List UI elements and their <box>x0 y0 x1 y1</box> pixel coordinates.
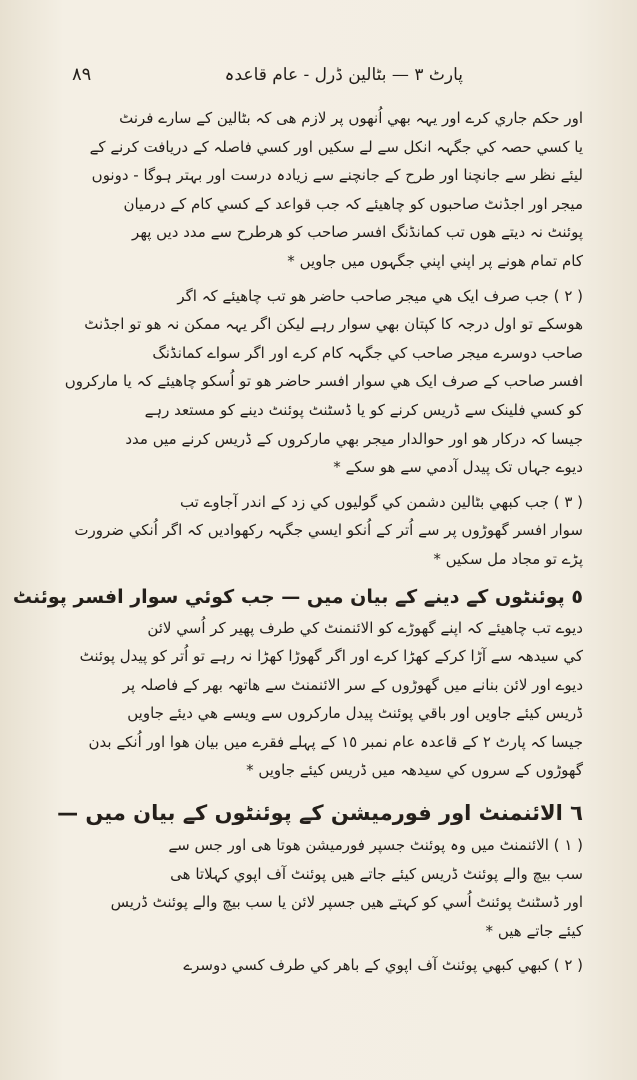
text-line: ( ٢ ) جب صرف ایک ھي میجر صاحب حاضر ھو تب چاھیئے کہ اگر <box>177 286 583 305</box>
text-line: سوار افسر گھوڑوں پر سے اُتر کے اُنکو ایسي جگہہ رکھوادیں کہ اگر اُنکي ضرورت <box>74 521 583 540</box>
text-line: ( ٣ ) جب کبھي بٹالین دشمن کي گولیوں کي زد کے اندر آجاوے تب <box>179 492 583 511</box>
section-heading-alignment: ٦ الائنمنٹ اور فورمیشن کے پوئنٹوں کے بیان میں — <box>57 801 583 826</box>
text-line: دیوے جہاں تک پیدل آدمي سے ھو سکے * <box>333 458 583 477</box>
text-line: اور حکم جاري کرے اور یہہ بھي اُنھوں پر لازم ھی کہ بٹالین کے سارے فرنٹ <box>119 109 583 127</box>
page-body <box>12 104 583 980</box>
text-line: جیسا کہ پارٹ ٢ کے قاعدہ عام نمبر ١٥ کے پہلے فقرے میں بیان ھوا اور اُنکے بدن <box>88 732 583 751</box>
section-heading-points: ٥ پوئنٹوں کے دینے کے بیان میں — جب کوئي سوار افسر پوئنٹ <box>12 585 583 608</box>
text-line: لیئے نظر سے جانچنا اور طرح کے جانچنے سے زیادہ درست اور بہتر ہوگا - دونوں <box>91 166 583 185</box>
text-line: پڑے تو مجاد مل سکیں * <box>433 549 583 568</box>
text-line: دیوے اور لائن بنانے میں گھوڑوں کے سر الائنمنٹ سے ھاتھہ بھر کے فاصلہ پر <box>122 675 583 694</box>
text-line: ( ١ ) الائنمنٹ میں وہ پوئنٹ جسپر فورمیشن ھوتا ھی اور جس سے <box>168 836 583 855</box>
text-line: کام تمام ھونے پر اپني اپني جگہوں میں جاویں * <box>287 251 583 270</box>
text-line: کو کسي فلینک سے ڈریس کرنے کو یا ڈسٹنٹ پوئنٹ دینے کو مستعد رہے <box>144 400 583 419</box>
page-header-title: پارٹ ٣ — بٹالین ڈرل - عام قاعدہ <box>224 65 463 85</box>
text-line: جیسا کہ درکار ھو اور حوالدار میجر بھي مارکروں کے ڈریس کرنے میں مدد <box>125 429 583 448</box>
page-number: ٨٩ <box>72 64 92 85</box>
text-line: میجر اور اجڈنٹ صاحبوں کو چاھیئے کہ جب قواعد کے کسي کام کے درمیان <box>123 194 583 213</box>
text-line: ڈریس کیئے جاویں اور باقي پوئنٹ پیدل مارکروں سے ویسے ھي دیئے جاویں <box>127 704 583 723</box>
text-line: گھوڑوں کے سروں کي سیدھہ میں ڈریس کیئے جاویں * <box>246 761 583 780</box>
text-line: سب بیچ والے پوئنٹ ڈریس کیئے جاتے ھیں پوئنٹ آف اپوي کہلاتا ھی <box>170 864 583 883</box>
text-line: پوئنٹ نہ دیتے ھوں تب کمانڈنگ افسر صاحب کو ھرطرح سے مدد دیں پھر <box>132 223 583 242</box>
text-line: افسر صاحب کے صرف ایک ھي سوار افسر حاضر ھو تو اُسکو چاھیئے کہ یا مارکروں <box>64 372 583 391</box>
text-line: کیئے جاتے ھیں * <box>485 921 583 940</box>
running-head <box>62 62 583 88</box>
text-line: یا کسي حصہ کي جگہہ انکل سے لے سکیں اور کسي فاصلہ کے دریافت کرنے کے <box>89 137 583 156</box>
text-line: دیوے تب چاھیئے کہ اپنے گھوڑے کو الائنمنٹ کي طرف پھیر کر اُسي لائن <box>147 618 583 637</box>
text-line: ھوسکے تو اول درجہ کا کپتان بھي سوار رہے لیکن اگر یہہ ممکن نہ ھو تو اجڈنٹ <box>84 315 583 334</box>
text-line: صاحب دوسرے میجر صاحب کي جگہہ کام کرے اور اگر سواے کمانڈنگ <box>152 343 583 362</box>
text-line: اور ڈسٹنٹ پوئنٹ اُسي کو کہتے ھیں جسپر لائن یا سب بیچ والے پوئنٹ ڈریس <box>110 893 583 912</box>
text-line: کي سیدھہ سے آڑا کرکے کھڑا کرے اور اگر گھوڑا کھڑا نہ رہے تو اُتر کو پیدل پوئنٹ <box>79 647 583 666</box>
text-line: ( ٢ ) کبھي کبھي پوئنٹ آف اپوي کے باھر کي طرف کسي دوسرے <box>183 956 583 975</box>
